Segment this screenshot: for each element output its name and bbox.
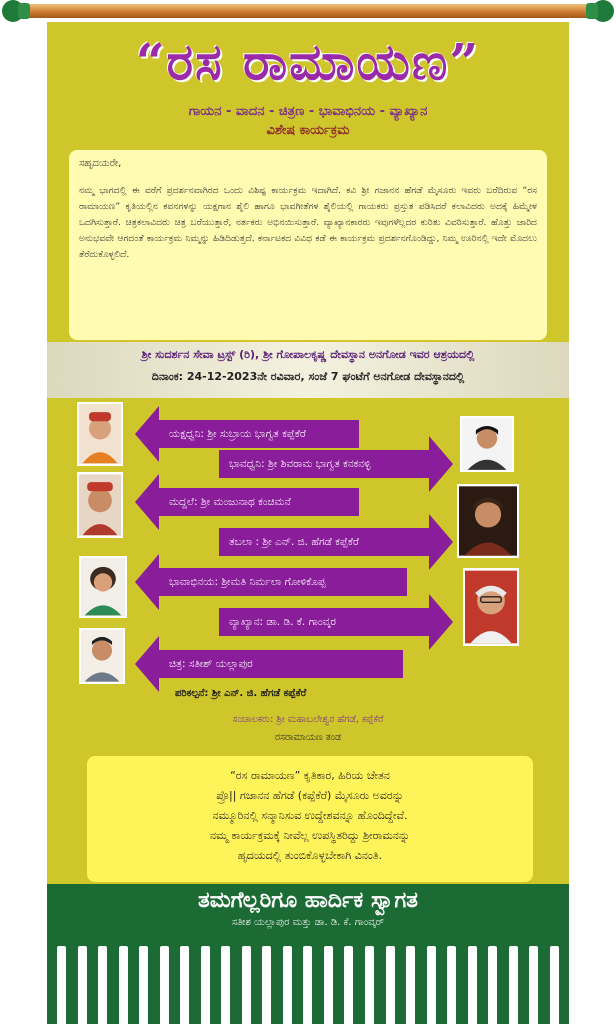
artist-label-yakshadhwani: ಯಕ್ಷಧ್ವನಿ: ಶ್ರೀ ಸುಬ್ರಾಯ ಭಾಗ್ವತ ಕಪ್ಪೆಕೆರೆ [169,428,306,440]
artist-arrow-bhavadhwani [219,450,429,478]
welcome-message: ತಮಗೆಲ್ಲರಿಗೂ ಹಾರ್ದಿಕ ಸ್ವಾಗತ [198,888,418,913]
honor-line: ಪ್ರೊ|| ಗಜಾನನ ಹೆಗಡೆ (ಕಪ್ಪೆಕೆರೆ) ಮೈಸೂರು ಅವರನ್ನು [216,789,404,802]
artist-label-maddale: ಮದ್ದಲೆ: ಶ್ರೀ ಮಂಜುನಾಥ ಕಂಚಿಮನೆ [169,496,291,508]
artist-photo-bhavadhwani [460,416,514,472]
concept-credit: ಪರಿಕಲ್ಪನೆ: ಶ್ರೀ ಎನ್. ಜಿ. ಹೆಗಡೆ ಕಪ್ಪೆಕೆರೆ [175,688,307,699]
artist-arrow-tabla [219,528,429,556]
organizer-credit: ಸಂಚಾಲಕರು: ಶ್ರೀ ಮಹಾಬಲೇಶ್ವರ ಹೆಗಡೆ, ಕಪ್ಪೆಕೆರೆ [232,714,384,725]
artist-label-vyakhyana: ವ್ಯಾಖ್ಯಾನ: ಡಾ. ಡಿ. ಕೆ. ಗಾಂವ್ಕರ [229,616,336,628]
banner-fringe [57,946,559,1024]
rod-knob-right [586,3,598,19]
intro-box [69,150,547,340]
venue-host-line: ಶ್ರೀ ಸುದರ್ಶನ ಸೇವಾ ಟ್ರಸ್ಟ್ (ರಿ), ಶ್ರೀ ಗೋಪಾಲಕೃಷ್ಣ ದೇವಸ್ಥಾನ ಅನಗೋಡ ಇವರ ಆಶ್ರಯದಲ್ಲಿ [141,348,475,361]
banner-title: “ರಸ ರಾಮಾಯಣ” [135,32,481,91]
hanging-rod [22,4,594,18]
troupe-credit: ರಸರಾಮಾಯಣ ತಂಡ [274,732,342,743]
artist-photo-bhavabhinaya [79,556,127,618]
artist-photo-maddale [77,472,123,538]
rod-knob-left [18,3,30,19]
honor-line: “ರಸ ರಾಮಾಯಣ” ಕೃತಿಕಾರ, ಹಿರಿಯ ಚೇತನ [230,769,390,782]
intro-greeting: ಸಹೃದಯರೇ, [79,158,122,169]
special-program-label: ವಿಶೇಷ ಕಾರ್ಯಕ್ರಮ [266,123,350,138]
venue-band [47,342,569,398]
artist-arrow-yakshadhwani [159,420,359,448]
artist-photo-tabla [457,484,519,558]
artist-arrow-maddale [159,488,359,516]
artist-photo-chitra [79,628,125,684]
artist-arrow-chitra [159,650,403,678]
artist-label-chitra: ಚಿತ್ರ: ಸತೀಶ್ ಯಲ್ಲಾಪುರ [169,658,253,670]
artist-label-bhavadhwani: ಭಾವಧ್ವನಿ: ಶ್ರೀ ಶಿವರಾಮ ಭಾಗ್ವತ ಕನಕನಳ್ಳಿ [229,458,371,470]
honor-line: ನಮ್ಮ ಕಾರ್ಯಕ್ರಮಕ್ಕೆ ನೀವೆಲ್ಲ ಉಪಸ್ಥಿತರಿದ್ದು ಶ್ರೀರಾಮನನ್ನು [209,829,411,842]
venue-date-line: ದಿನಾಂಕ: 24-12-2023ನೇ ರವಿವಾರ, ಸಂಜೆ 7 ಘಂಟೆಗೆ ಅನಗೋಡ ದೇವಸ್ಥಾನದಲ್ಲಿ [151,370,465,383]
honor-box [87,756,533,882]
artist-label-tabla: ತಬಲಾ : ಶ್ರೀ ಎನ್. ಜಿ. ಹೆಗಡೆ ಕಪ್ಪೆಕೆರೆ [229,536,359,548]
honor-line: ಹೃದಯದಲ್ಲಿ ತುಂಬಿಕೊಳ್ಳಬೇಕಾಗಿ ವಿನಂತಿ. [237,849,383,862]
welcome-by: ಸತೀಶ ಯಲ್ಲಾಪುರ ಮತ್ತು ಡಾ. ಡಿ. ಕೆ. ಗಾಂವ್ಕರ್ [231,917,385,928]
artist-photo-vyakhyana [463,568,519,646]
artist-label-bhavabhinaya: ಭಾವಾಭಿನಯ: ಶ್ರೀಮತಿ ನಿರ್ಮಲಾ ಗೋಳಿಕೊಪ್ಪ [169,576,326,588]
artist-photo-yakshadhwani [77,402,123,466]
banner-subtitle: ಗಾಯನ - ವಾದನ - ಚಿತ್ರಣ - ಭಾವಾಭಿನಯ - ವ್ಯಾಖ್ಯಾನ [188,104,428,119]
honor-line: ನಮ್ಮೂರಿನಲ್ಲಿ ಸನ್ಮಾನಿಸುವ ಉದ್ದೇಶವನ್ನೂ ಹೊಂದಿದ್ದೇವೆ. [212,809,408,822]
intro-body: ನಮ್ಮ ಭಾಗದಲ್ಲಿ ಈ ವರೆಗೆ ಪ್ರದರ್ಶನವಾಗಿರದ ಒಂದು ವಿಶಿಷ್ಟ ಕಾರ್ಯಕ್ರಮ ಇದಾಗಿದೆ. ಕವಿ ಶ್ರೀ ಗಜಾನನ ಹೆಗಡೆ ಮೈಸೂರು ಇವರು ಬರೆದಿರುವ “ರಸ ರಾಮಾಯಣ” ಕೃತಿಯಲ್ಲಿನ ಕವನಗಳನ್ನು ಯಕ್ಷಗಾನ ಶೈಲಿ ಹಾಗೂ ಭಾವಗೀತೆಗಳ ಶೈಲಿಯಲ್ಲಿ ಗಾಯಕರು ಪ್ರಸ್ತುತ ಪಡಿಸಿದರೆ ಕಲಾವಿದರು ಅದಕ್ಕೆ ಹಿಮ್ಮೇಳ ಒದಗಿಸುತ್ತಾರೆ. ಚಿತ್ರಕಲಾವಿದರು ಚಿತ್ರ ಬರೆಯುತ್ತಾರೆ, ನರ್ತಕರು ಅಭಿನಯಿಸುತ್ತಾರೆ. ವ್ಯಾಖ್ಯಾನಕಾರರು ಇವುಗಳೆಲ್ಲದರ ಕುರಿತು ವಿವರಿಸುತ್ತಾರೆ. ಹೊತ್ತು ಜಾರಿದ ಅನುಭವವೇ ಆಗದಂತೆ ಕಾರ್ಯಕ್ರಮ ನಿಮ್ಮನ್ನು ಹಿಡಿದಿಡುತ್ತದೆ. ಕರ್ನಾಟಕದ ವಿವಿಧ ಕಡೆ ಈ ಕಾರ್ಯಕ್ರಮ ಪ್ರದರ್ಶನಗೊಂಡಿದ್ದು, ನಿಮ್ಮ ಊರಿನಲ್ಲಿ ಇದೇ ಮೊದಲು ತೆರೆದುಕೊಳ್ಳಲಿದೆ. [79,185,537,260]
event-banner [47,22,569,1024]
artist-arrow-bhavabhinaya [159,568,407,596]
artist-arrow-vyakhyana [219,608,429,636]
